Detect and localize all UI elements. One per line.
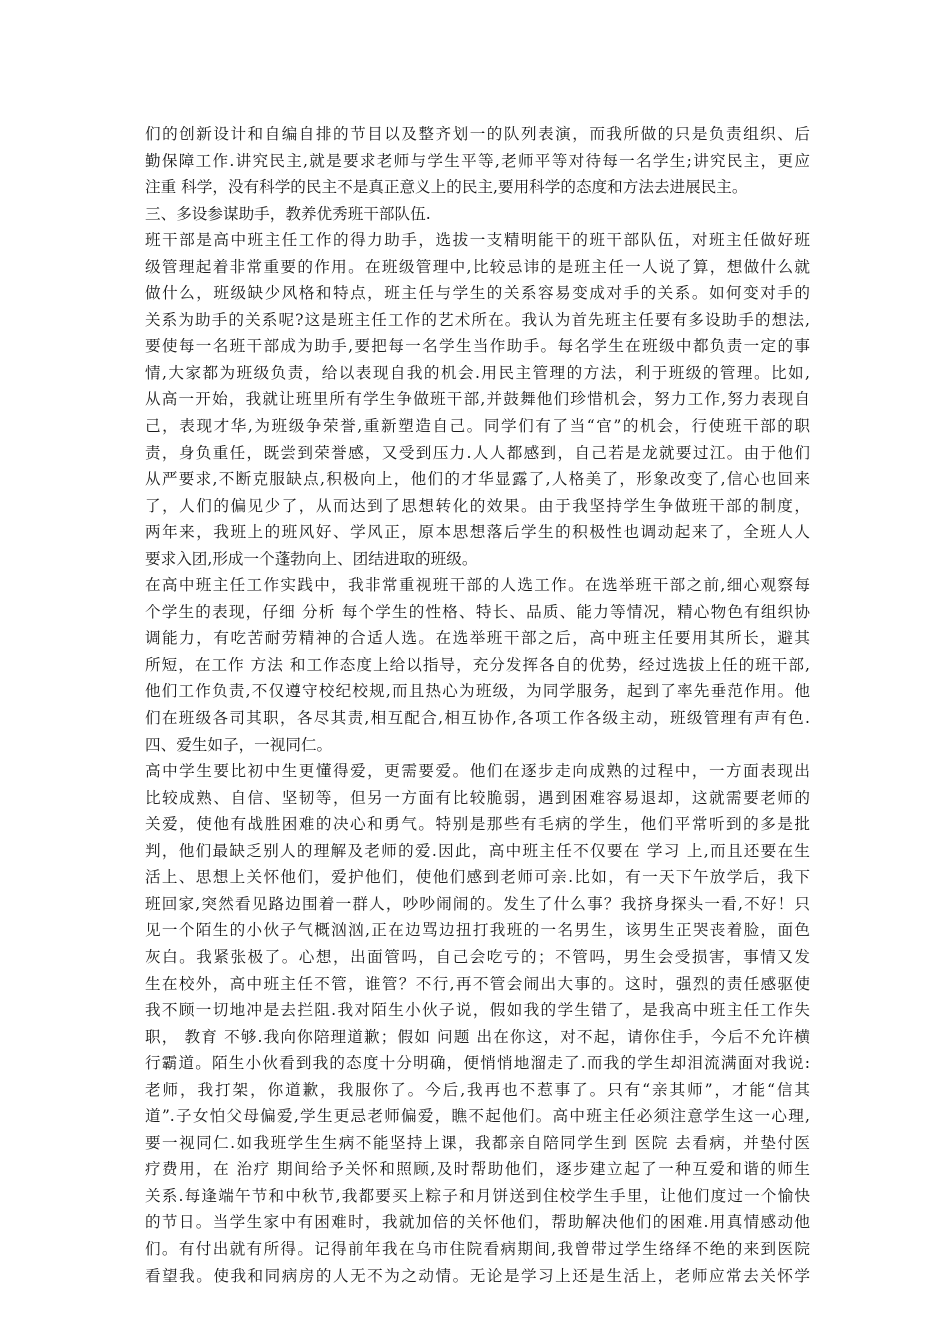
- document-body-text: [145, 121, 810, 1289]
- text-line: 在高中班主任工作实践中，我非常重视班干部的人选工作。在选举班干部之前,细心观察每: [145, 576, 810, 595]
- text-line: 我不顾一切地冲是去拦阻.我对陌生小伙子说，假如我的学生错了，是我高中班主任工作失: [145, 1001, 810, 1020]
- text-line: 从严要求,不断克服缺点,积极向上，他们的才华显露了,人格美了，形象改变了,信心也回来: [145, 470, 810, 489]
- text-line: 三、多设参谋助手，教养优秀班干部队伍.: [145, 204, 431, 223]
- text-line: 老师，我打架，你道歉，我服你了。今后,我再也不惹事了。只有“亲其师”，才能“信其: [145, 1080, 810, 1099]
- text-line: 生在校外，高中班主任不管，谁管？不行,再不管会闹出大事的。这时，强烈的责任感驱使: [145, 974, 810, 993]
- text-line: 四、爱生如子，一视同仁。: [145, 735, 333, 754]
- text-line: 注重 科学，没有科学的民主不是真正意义上的民主,要用科学的态度和方法去进展民主。: [145, 178, 748, 197]
- text-line: 的节日。当学生家中有困难时，我就加倍的关怀他们，帮助解决他们的困难.用真情感动他: [145, 1213, 810, 1232]
- text-line: 了，人们的偏见少了，从而达到了思想转化的效果。由于我坚持学生争做班干部的制度，: [145, 496, 810, 515]
- text-line: 做什么，班级缺少风格和特点，班主任与学生的关系容易变成对手的关系。如何变对手的: [145, 284, 810, 303]
- text-line: 从高一开始，我就让班里所有学生争做班干部,并鼓舞他们珍惜机会，努力工作,努力表现自: [145, 390, 810, 409]
- text-line: 灰白。我紧张极了。心想，出面管吗，自己会吃亏的；不管吗，男生会受损害，事情又发: [145, 947, 810, 966]
- text-line: 要求入团,形成一个蓬勃向上、团结进取的班级。: [145, 549, 478, 568]
- text-line: 他们工作负责,不仅遵守校纪校规,而且热心为班级，为同学服务，起到了率先垂范作用。他: [145, 682, 810, 701]
- text-line: 级管理起着非常重要的作用。在班级管理中,比较忌讳的是班主任一人说了算，想做什么就: [145, 257, 810, 276]
- text-line: 所短，在工作 方法 和工作态度上给以指导，充分发挥各自的优势，经过选拔上任的班干部,: [145, 655, 810, 674]
- text-line: 班回家,突然看见路边围着一群人，吵吵闹闹的。发生了什么事？我挤身探头一看,不好！只: [145, 894, 810, 913]
- text-line: 职， 教育 不够.我向你陪理道歉；假如 问题 出在你这，对不起，请你住手，今后不允许横: [145, 1027, 810, 1046]
- text-line: 比较成熟、自信、坚韧等，但另一方面有比较脆弱，遇到困难容易退却，这就需要老师的: [145, 788, 810, 807]
- text-line: 关系为助手的关系呢?这是班主任工作的艺术所在。我认为首先班主任要有多设助手的想法,: [145, 310, 810, 329]
- text-line: 道”.子女怕父母偏爱,学生更忌老师偏爱，瞧不起他们。高中班主任必须注意学生这一心理,: [145, 1107, 810, 1126]
- text-line: 责，身负重任，既尝到荣誉感，又受到压力.人人都感到，自己若是龙就要过江。由于他们: [145, 443, 810, 462]
- text-line: 高中学生要比初中生更懂得爱，更需要爱。他们在逐步走向成熟的过程中，一方面表现出: [145, 762, 810, 781]
- text-line: 关爱，使他有战胜困难的决心和勇气。特别是那些有毛病的学生，他们平常听到的多是批: [145, 815, 810, 834]
- text-line: 调能力，有吃苦耐劳精神的合适人选。在选举班干部之后，高中班主任要用其所长，避其: [145, 629, 810, 648]
- text-line: 两年来，我班上的班风好、学风正，原本思想落后学生的积极性也调动起来了，全班人人: [145, 523, 810, 542]
- text-line: 班干部是高中班主任工作的得力助手，选拔一支精明能干的班干部队伍，对班主任做好班: [145, 231, 810, 250]
- text-line: 己，表现才华,为班级争荣誉,重新塑造自己。同学们有了当“官”的机会，行使班干部的职: [145, 417, 810, 436]
- text-line: 看望我。使我和同病房的人无不为之动情。无论是学习上还是生活上，老师应常去关怀学: [145, 1266, 810, 1285]
- text-line: 们在班级各司其职，各尽其责,相互配合,相互协作,各项工作各级主动，班级管理有声有色.: [145, 709, 810, 728]
- text-line: 们的创新设计和自编自排的节目以及整齐划一的队列表演，而我所做的只是负责组织、后: [145, 125, 810, 143]
- text-line: 勤保障工作.讲究民主,就是要求老师与学生平等,老师平等对待每一名学生;讲究民主，更应: [145, 151, 810, 170]
- text-line: 行霸道。陌生小伙看到我的态度十分明确，便悄悄地溜走了.而我的学生却泪流满面对我说:: [145, 1054, 810, 1073]
- text-line: 活上、思想上关怀他们，爱护他们，使他们感到老师可亲.比如，有一天下午放学后，我下: [145, 868, 810, 887]
- text-line: 们。有付出就有所得。记得前年我在乌市住院看病期间,我曾带过学生络绎不绝的来到医院: [145, 1239, 810, 1258]
- text-line: 见一个陌生的小伙子气概汹汹,正在边骂边扭打我班的一名男生，该男生正哭丧着脸，面色: [145, 921, 810, 940]
- text-line: 个学生的表现，仔细 分析 每个学生的性格、特长、品质、能力等情况，精心物色有组织协: [145, 602, 810, 621]
- text-line: 疗费用，在 治疗 期间给予关怀和照顾,及时帮助他们，逐步建立起了一种互爱和谐的师生: [145, 1160, 810, 1179]
- text-line: 情,大家都为班级负责，给以表现自我的机会.用民主管理的方法，利于班级的管理。比如,: [145, 363, 810, 382]
- text-line: 关系.每逢端午节和中秋节,我都要买上粽子和月饼送到住校学生手里，让他们度过一个愉快: [145, 1186, 810, 1205]
- text-line: 要使每一名班干部成为助手,要把每一名学生当作助手。每名学生在班级中都负责一定的事: [145, 337, 810, 356]
- text-line: 要一视同仁.如我班学生生病不能坚持上课，我都亲自陪同学生到 医院 去看病，并垫付医: [145, 1133, 810, 1152]
- text-line: 判，他们最缺乏别人的理解及老师的爱.因此，高中班主任不仅要在 学习 上,而且还要在生: [145, 841, 810, 860]
